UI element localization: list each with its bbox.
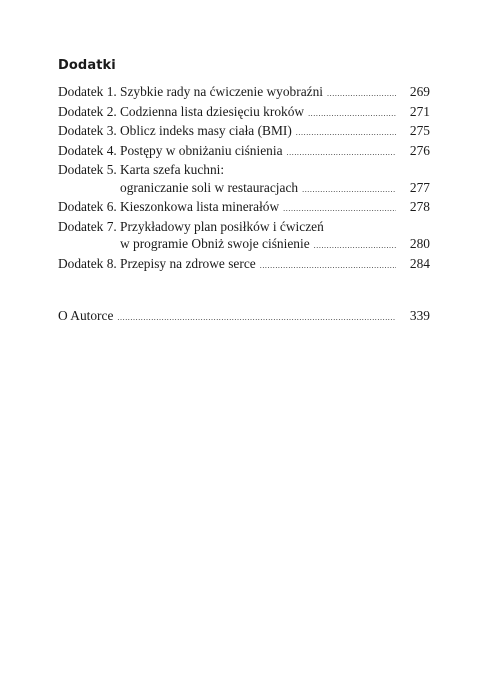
toc-entry-7-line-1[interactable]: [58, 218, 430, 236]
dot-leader: [308, 105, 396, 123]
toc-entry-title-continued: ograniczanie soli w restauracjach: [120, 179, 299, 195]
dot-leader: [260, 257, 396, 275]
toc-entry-title: Kieszonkowa lista minerałów: [120, 199, 280, 214]
toc-entry-prefix: Dodatek 5.: [58, 162, 117, 177]
toc-entry-prefix: Dodatek 4.: [58, 142, 117, 158]
toc-entry-page: 277: [409, 179, 430, 195]
toc-entry-prefix: Dodatek 2.: [58, 103, 117, 119]
dot-leader: [327, 85, 396, 103]
toc-entry-6[interactable]: [58, 198, 430, 218]
dot-leader: [287, 144, 396, 162]
toc-entry-about-author[interactable]: [58, 307, 430, 327]
toc-entry-prefix: Dodatek 8.: [58, 255, 117, 271]
toc-entry-title: Oblicz indeks masy ciała (BMI): [120, 123, 292, 138]
toc-entry-title: Postępy w obniżaniu ciśnienia: [120, 142, 283, 158]
toc-entry-title-continued: w programie Obniż swoje ciśnienie: [120, 236, 310, 251]
toc-entry-page: 339: [409, 308, 430, 323]
toc-entry-title: Przykładowy plan posiłków i ćwiczeń: [120, 218, 324, 234]
section-gap: [58, 274, 430, 307]
toc-entry-page: 271: [409, 103, 430, 119]
toc-entry-title: Szybkie rady na ćwiczenie wyobraźni: [120, 84, 324, 99]
toc-entry-prefix: Dodatek 6.: [58, 199, 117, 214]
toc-entry-5-line-1[interactable]: [58, 161, 430, 179]
toc-entry-page: 278: [409, 199, 430, 214]
dot-leader: [302, 181, 396, 199]
toc-entry-2[interactable]: [58, 103, 430, 123]
toc-entry-title: Codzienna lista dziesięciu kroków: [120, 103, 305, 119]
toc-entry-prefix: Dodatek 3.: [58, 123, 117, 138]
toc-entry-5-line-2[interactable]: [58, 179, 430, 199]
toc-entry-page: 269: [409, 84, 430, 99]
toc-entry-title: O Autorce: [58, 308, 114, 323]
toc-entry-prefix: Dodatek 7.: [58, 218, 117, 234]
toc-entry-page: 280: [409, 236, 430, 251]
dot-leader: [296, 124, 396, 142]
toc-entry-title: Przepisy na zdrowe serce: [120, 255, 256, 271]
toc-entry-7-line-2[interactable]: [58, 235, 430, 255]
dot-leader: [314, 237, 396, 255]
toc-entry-title: Karta szefa kuchni:: [120, 162, 225, 177]
toc-entry-page: 276: [409, 142, 430, 158]
toc-entry-4[interactable]: [58, 142, 430, 162]
dot-leader: [117, 309, 396, 327]
toc-entry-8[interactable]: [58, 255, 430, 275]
toc-entry-prefix: Dodatek 1.: [58, 84, 117, 99]
toc-entry-3[interactable]: [58, 122, 430, 142]
toc-entry-page: 284: [409, 255, 430, 271]
toc-entry-1[interactable]: [58, 83, 430, 103]
section-heading: Dodatki: [58, 58, 116, 73]
table-of-contents-page: [58, 58, 430, 327]
toc-entry-page: 275: [409, 123, 430, 138]
dot-leader: [283, 200, 396, 218]
toc-list: [58, 83, 430, 327]
